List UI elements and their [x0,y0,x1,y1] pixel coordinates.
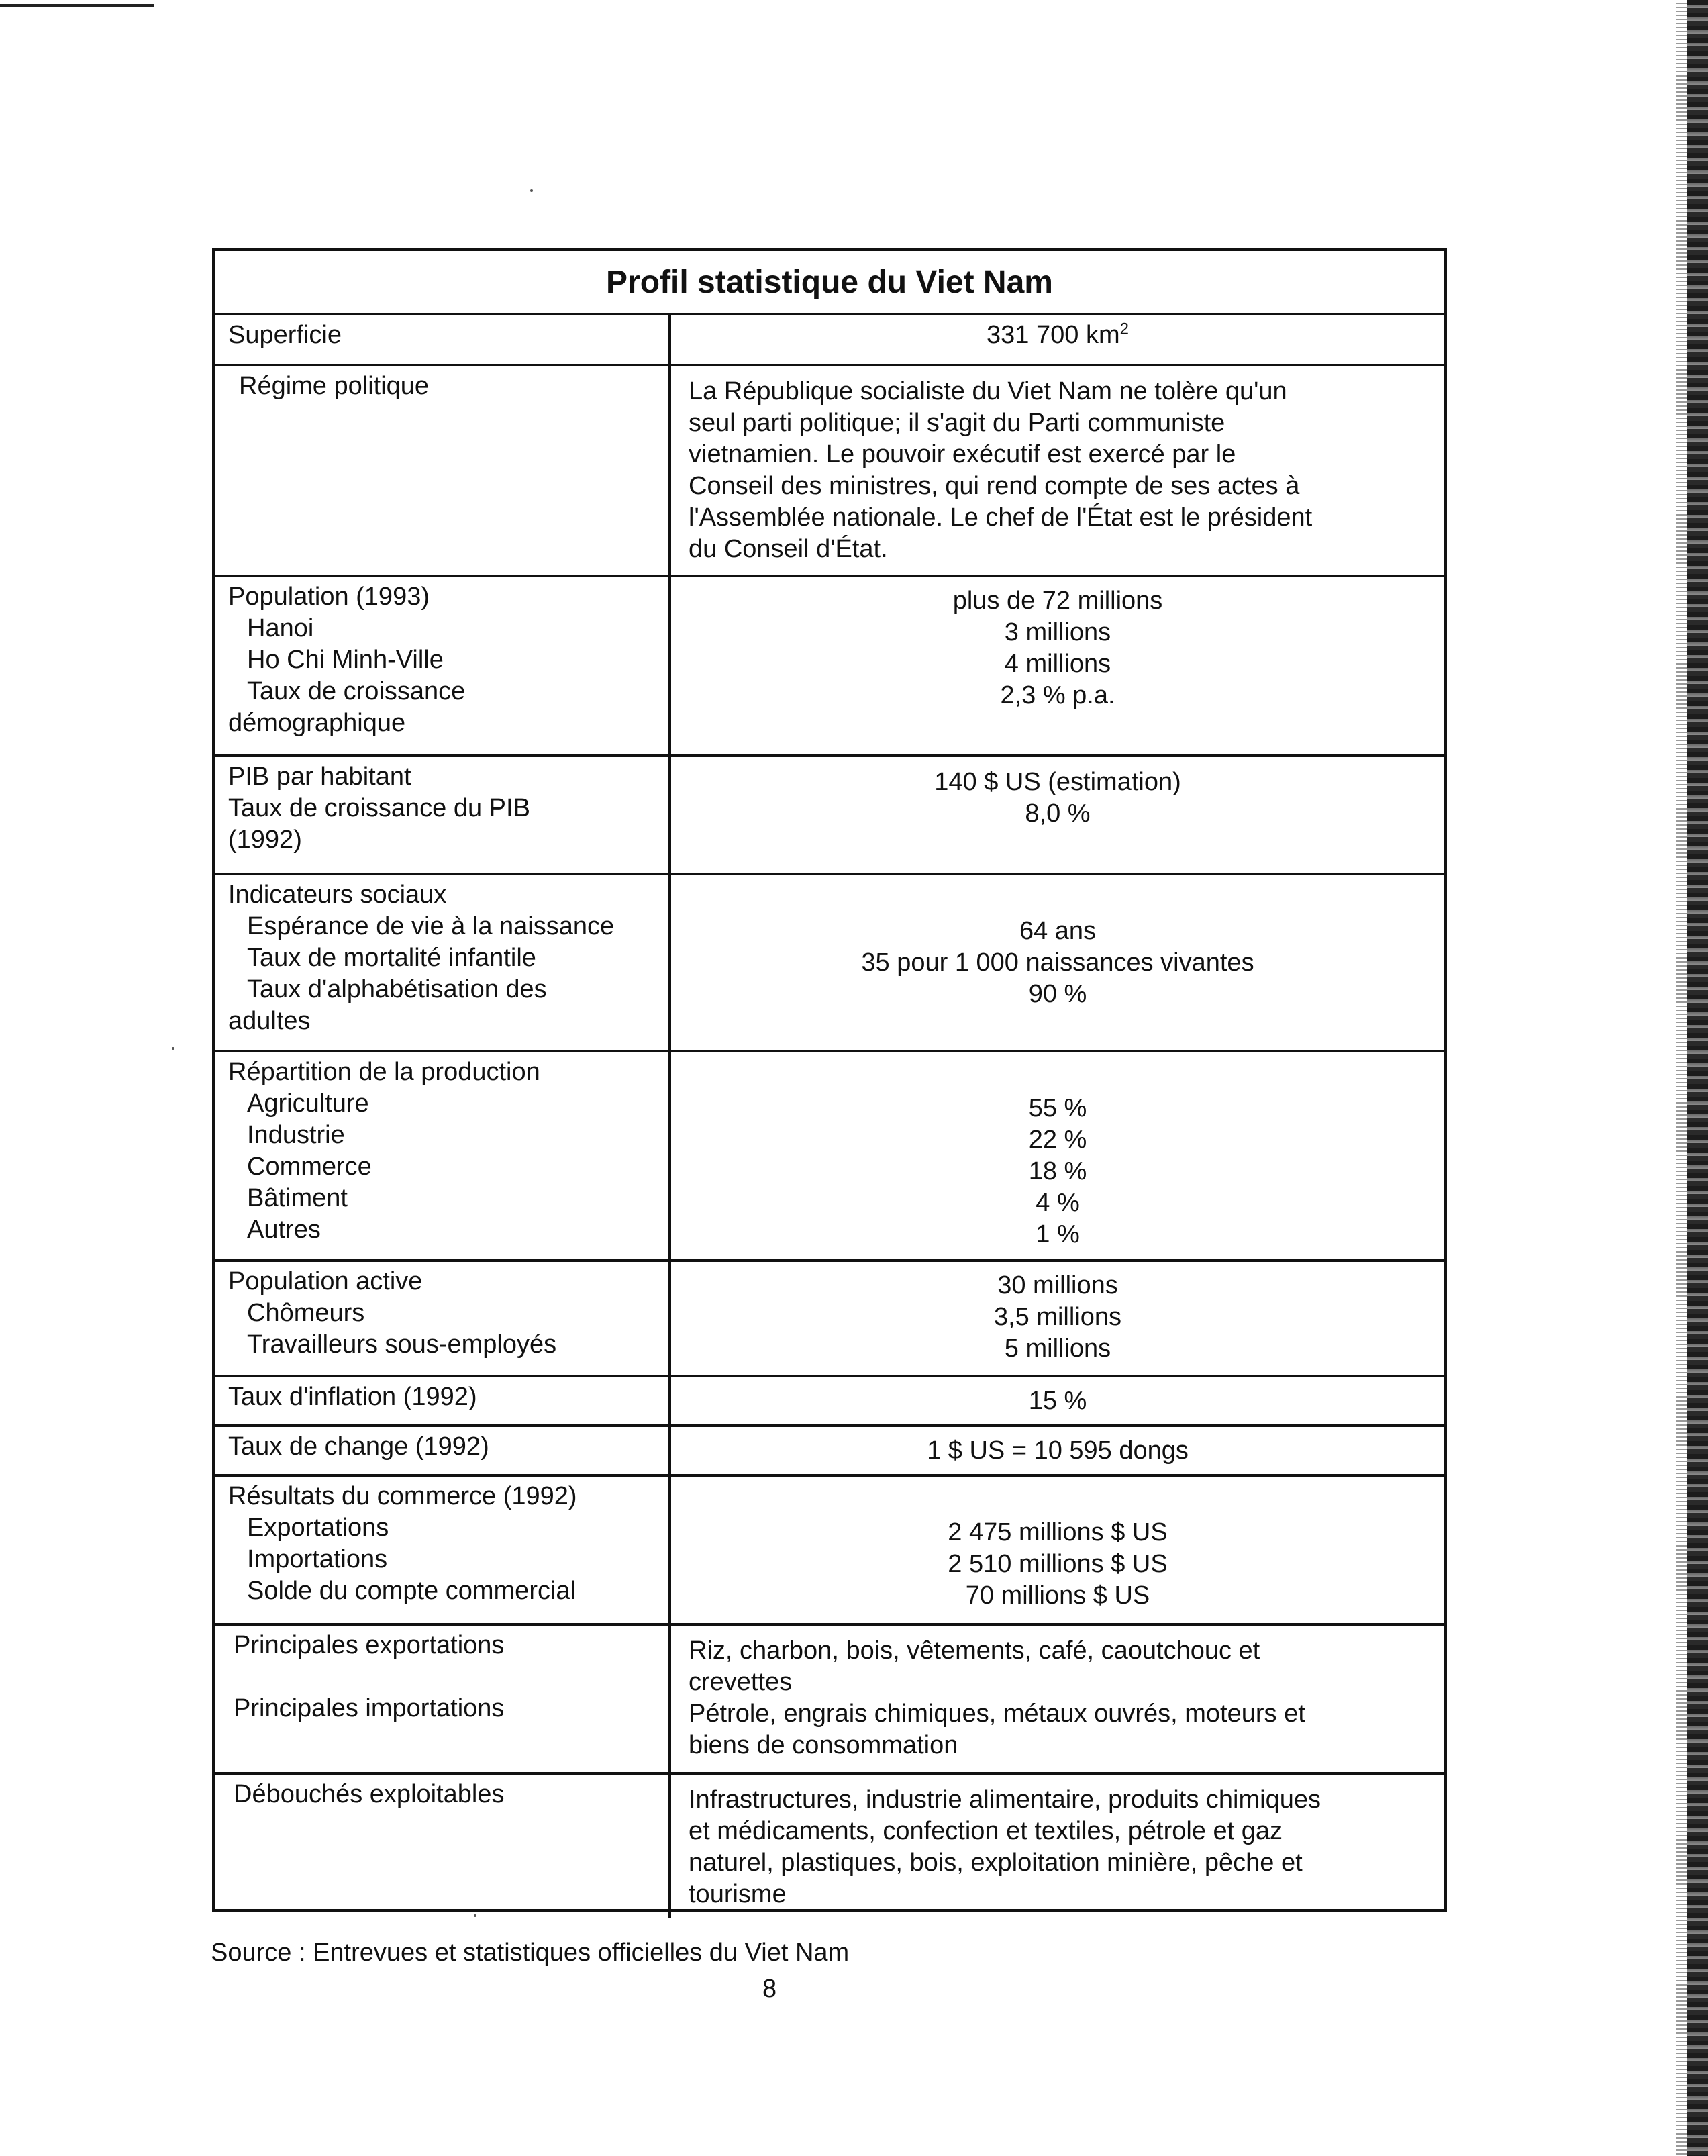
statistics-table [212,248,1447,1912]
row-label: Population (1993) Hanoi Ho Chi Minh-Ville Taux de croissance démographique [215,577,671,754]
scan-artifact-line [0,4,154,7]
row-value: 1 $ US = 10 595 dongs [927,1436,1189,1465]
row-value: Infrastructures, industrie alimentaire, produits chimiques et médicaments, confection et textiles, pétrole et gaz naturel, plastiques, bois, exploitation minière, pêche et tourisme [689,1785,1321,1908]
table-row-principales [215,1626,1444,1775]
table-row-superficie [215,315,1444,366]
row-value: 2 475 millions $ US 2 510 millions $ US 70 millions $ US [948,1518,1168,1610]
row-value: Riz, charbon, bois, vêtements, café, caoutchouc et crevettes Pétrole, engrais chimiques, métaux ouvrés, moteurs et biens de consommation [689,1636,1305,1759]
table-row-change [215,1427,1444,1477]
row-label: PIB par habitant Taux de croissance du PIB (1992) [215,757,671,873]
row-label: Population active Chômeurs Travailleurs sous-employés [215,1262,671,1375]
table-row-commerce [215,1477,1444,1626]
row-value: plus de 72 millions 3 millions 4 millions 2,3 % p.a. [952,587,1163,709]
table-title: Profil statistique du Viet Nam [215,251,1444,315]
row-label: Répartition de la production Agriculture Industrie Commerce Bâtiment Autres [215,1052,671,1259]
table-row-regime [215,366,1444,577]
table-row-repartition [215,1052,1444,1262]
row-value: 30 millions 3,5 millions 5 millions [993,1271,1122,1363]
source-note: Source : Entrevues et statistiques officielles du Viet Nam [211,1939,850,1967]
table-row-population [215,577,1444,757]
row-label: Principales exportations Principales importations [215,1626,671,1772]
table-row-inflation [215,1377,1444,1427]
scan-edge [1676,0,1708,2156]
row-value: 55 % 22 % 18 % 4 % 1 % [1028,1094,1087,1248]
scan-speck [530,189,533,192]
row-label: Taux de change (1992) [215,1427,671,1474]
row-label: Indicateurs sociaux Espérance de vie à la naissance Taux de mortalité infantile Taux d'alphabétisation des adultes [215,875,671,1050]
row-value: 140 $ US (estimation) 8,0 % [934,768,1181,828]
row-value: 331 700 $km^2$ [987,320,1129,349]
superscript: 2 [1119,320,1129,338]
scan-speck [172,1047,174,1050]
table-row-population-active [215,1262,1444,1377]
table-row-pib [215,757,1444,875]
row-value: 64 ans 35 pour 1 000 naissances vivantes 90 % [861,917,1254,1008]
row-label: Débouchés exploitables [215,1775,671,1918]
table-row-indicateurs [215,875,1444,1052]
row-label: Résultats du commerce (1992) Exportations Importations Solde du compte commercial [215,1477,671,1623]
row-value: 15 % [1028,1387,1087,1415]
table-row-debouches [215,1775,1444,1918]
row-label: Taux d'inflation (1992) [215,1377,671,1424]
row-value: La République socialiste du Viet Nam ne tolère qu'un seul parti politique; il s'agit du Parti communiste vietnamien. Le pouvoir exécutif est exercé par le Conseil des ministres, qui rend compte de ses actes à l'Assemblée nationale. Le chef de l'État est le président du Conseil d'État. [689,377,1313,563]
row-label: Régime politique [215,366,671,575]
page-number: 8 [762,1975,777,2003]
row-label: Superficie [215,315,671,364]
